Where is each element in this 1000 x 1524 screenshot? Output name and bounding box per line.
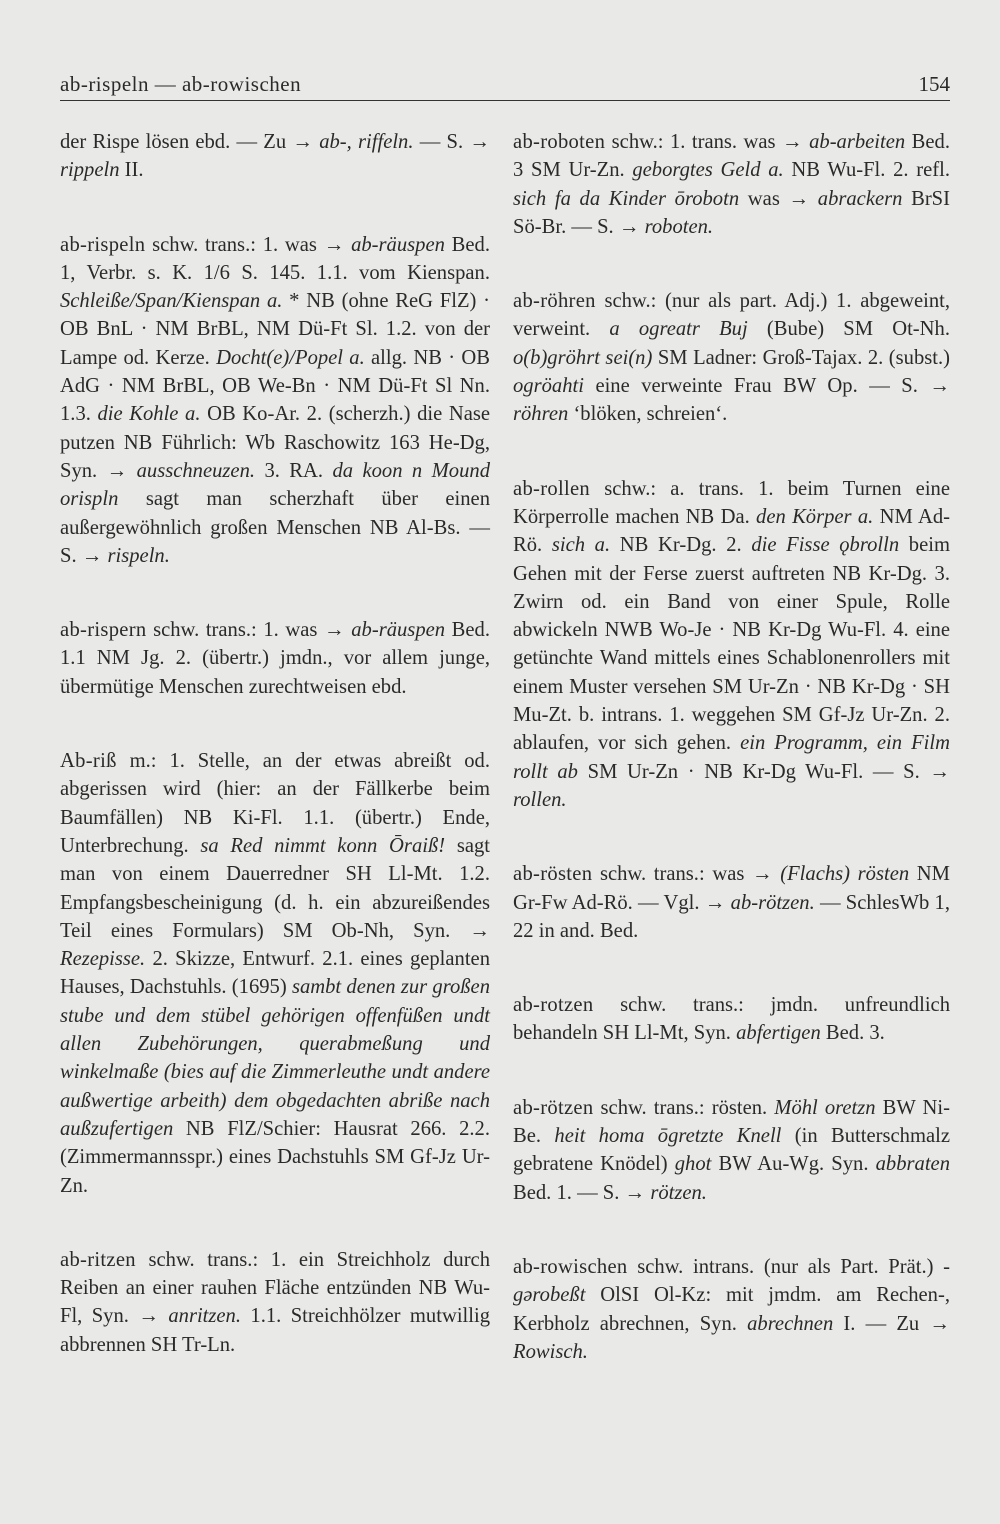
entry-text: * NB (ohne ReG FlZ) · OB BnL · NM BrBL, NM Dü-Ft Sl. 1.2. von der Lampe od. Kerze. [60,290,491,369]
entry-text: BW Au-Wg. Syn. [711,1153,876,1176]
italic-text: ghot [674,1153,712,1176]
italic-text: Docht(e)/Popel a. [216,346,365,369]
italic-text: die Fisse ǫbrolln [751,534,900,557]
entry-text: 2. Skizze, Entwurf. 2.1. eines geplanten Hauses, Dachstuhls. (1695) [60,948,490,999]
italic-text: rippeln [60,159,120,182]
entry-lemma: ab-roboten [513,131,606,153]
entry-text: der Rispe lösen ebd. — Zu → [60,131,320,153]
entry-text: sagt man scherzhaft über einen außergewöhnlich großen Menschen NB Al-Bs. — S. → [60,488,490,567]
dictionary-entry-ab-rowischen [513,1253,950,1366]
italic-text: ab-, riffeln. [319,131,414,153]
italic-text: (Flachs) rösten [780,863,910,886]
italic-text: die Kohle a. [97,403,201,426]
italic-text: Rezepisse. [60,948,146,971]
entry-text: NB FlZ/Schier: Hausrat 266. 2.2. (Zimmermannsspr.) eines Dachstuhls SM Gf-Jz Ur-Zn. [60,1117,490,1197]
entry-text: SM Ur-Zn · NB Kr-Dg Wu-Fl. — S. → [577,760,950,783]
header-rule [60,100,950,101]
italic-text: den Körper a. [756,505,874,528]
entry-text: Bed. 3. [820,1022,885,1045]
entry-lemma: ab-rispern [60,619,147,642]
italic-text: ab-räuspen [351,619,446,642]
italic-text: Möhl oretzn [774,1096,876,1119]
dictionary-entry-ab-riß [60,747,490,1200]
entry-text: was → [739,187,818,210]
italic-text: -gərobeßt [513,1255,950,1307]
entry-lemma: Ab-riß [60,750,117,773]
italic-text: abfertigen [736,1022,821,1045]
entry-text: schw.: a. trans. 1. beim Turnen eine Körperrolle machen NB Da. [513,477,950,528]
entry-text: II. [119,159,144,182]
entry-lemma: ab-röhren [513,290,596,313]
entry-text: schw. trans.: was → [592,863,781,886]
entry-text: allg. NB · OB AdG · NM BrBL, OB We-Bn · NM Dü-Ft Sl Nn. 1.3. [60,346,490,426]
entry-text: schw. intrans. (nur als Part. Prät.) [627,1255,944,1278]
dictionary-entry-ab-roboten [513,128,950,241]
entry-text: NB Kr-Dg. 2. [610,534,752,557]
entry-lemma: ab-rotzen [513,994,594,1017]
entry-text: BrSI Sö-Br. — S. → [513,187,950,238]
italic-text: ab-rötzen. [730,891,815,914]
entry-text: schw.: 1. trans. was → [605,131,810,153]
entry-text: 1.1. Streichhölzer mutwillig abbrennen SH Tr-Ln. [60,1305,490,1356]
dictionary-entry-ab-rötzen [513,1094,950,1207]
entry-text: m.: 1. Stelle, an der etwas abreißt od. abgerissen wird (hier: an der Fällkerbe beim Baumfällen) NB Ki-Fl. 1.1. (übertr.) Ende, Unterbrechung. [60,750,490,857]
entry-text: sagt man von einem Dauerredner SH Ll-Mt. 1.2. Empfangsbescheinigung (d. h. ein abzureißendes Teil eines Formulars) SM Ob-Nh, Syn. → [60,834,491,942]
entry-text: schw. trans.: 1. was → [145,233,352,256]
entry-text: — S. → [413,131,490,153]
entry-text: schw.: (nur als part. Adj.) 1. abgeweint, verweint. [513,290,950,341]
entry-text: (Bube) SM Ot-Nh. [747,318,950,341]
italic-text: röhren [513,403,569,426]
entry-text: BW Ni-Be. [513,1096,950,1148]
italic-text: ab-räuspen [351,233,445,256]
italic-text: abrechnen [747,1312,834,1335]
italic-text: abbraten [875,1153,950,1176]
entry-text: Bed. 1. — S. → [513,1181,651,1204]
entry-text: NM Ad-Rö. [513,505,950,557]
dictionary-entry-ab-rispern [60,616,490,701]
entry-text: (in Butterschmalz gebratene Knödel) [513,1125,950,1176]
entry-text: Bed. 1, Verbr. s. K. 1/6 S. 145. 1.1. vom Kienspan. [60,233,490,284]
entry-continuation [60,128,490,185]
italic-text: o(b)gröhrt sei(n) [513,346,653,369]
dictionary-entry-ab-rollen [513,475,950,815]
entry-text: I. — Zu → [833,1312,950,1335]
entry-text: Bed. 3 SM Ur-Zn. [513,131,950,182]
italic-text: a ogreatr Buj [609,318,748,341]
italic-text: Schleiße/Span/Kienspan a. [60,290,283,313]
italic-text: ab-arbeiten [809,131,906,153]
entry-text: Bed. 1.1 NM Jg. 2. (übertr.) jmdn., vor allem junge, übermütige Menschen zurechtweisen ebd. [60,619,490,698]
entry-text: 3. RA. [255,459,333,482]
entry-lemma: ab-ritzen [60,1248,136,1271]
entry-text: NB Wu-Fl. 2. refl. [783,159,950,182]
entry-text: schw. trans.: 1. ein Streichholz durch Reiben an einer rauhen Fläche entzünden NB Wu-Fl, Syn. → [60,1248,490,1328]
italic-text: sa Red nimmt konn Ōraiß! [200,834,446,857]
dictionary-entry-ab-rotzen [513,991,950,1048]
entry-text: eine verweinte Frau BW Op. — S. → [583,375,950,398]
entry-text: — SchlesWb 1, 22 in and. Bed. [513,891,950,942]
entry-text: schw. trans.: 1. was → [146,619,352,642]
running-title: ab-rispeln — ab-rowischen [60,72,302,96]
italic-text: ein Programm, ein Film rollt ab [513,732,950,783]
italic-text: sambt denen zur großen stube und dem stübel gehörigen offenfüßen undt allen Zubehörungen, querabmeßung und winkelmaße (bies auf die Zimmerleuthe undt andere außwertige arbeith) dem obgedachten abriße nach außzufertigen [60,976,490,1140]
entry-text: NM Gr-Fw Ad-Rö. — Vgl. → [513,863,950,914]
italic-text: rispeln. [107,544,170,567]
entry-lemma: ab-rötzen [513,1096,594,1119]
italic-text: heit homa ōgretzte Knell [554,1125,782,1148]
entry-text: ‘blöken, schreien‘. [568,403,728,426]
entry-text: schw. trans.: rösten. [593,1096,775,1119]
entry-text: SM Ladner: Groß-Tajax. 2. (subst.) [652,346,950,369]
italic-text: ogröahti [513,375,584,398]
italic-text: anritzen. [168,1305,241,1328]
running-header [60,72,950,100]
entry-lemma: ab-rösten [513,863,593,886]
italic-text: roboten. [644,215,714,238]
italic-text: rollen. [513,788,567,811]
italic-text: abrackern [817,187,903,210]
italic-text: ausschneuzen. [136,459,256,482]
italic-text: Rowisch. [513,1340,588,1363]
dictionary-entry-ab-ritzen [60,1246,490,1359]
entry-lemma: ab-rollen [513,477,591,500]
right-column [513,128,950,1412]
entry-lemma: ab-rowischen [513,1255,628,1278]
page-number: 154 [918,72,950,96]
entry-text: OlSI Ol-Kz: mit jmdm. am Rechen-, Kerbholz abrechnen, Syn. [513,1284,950,1335]
entry-text: schw. trans.: jmdn. unfreundlich behandeln SH Ll-Mt, Syn. [513,994,950,1045]
italic-text: da koon n Mound orispln [60,459,490,511]
entry-lemma: ab-rispeln [60,233,146,256]
dictionary-entry-ab-rispeln [60,231,490,571]
left-column [60,128,490,1405]
dictionary-entry-ab-rösten [513,860,950,945]
italic-text: sich fa da Kinder ōrobotn [513,187,740,210]
entry-text: beim Gehen mit der Ferse zuerst auftreten NB Kr-Dg. 3. Zwirn od. ein Band von einer Spule, Rolle abwickeln NWB Wo-Je · NB Kr-Dg Wu-Fl. 4. eine getünchte Wand mittels eines Schablonenrollers mit einem Muster versehen SM Ur-Zn · NB Kr-Dg · SH Mu-Zt. b. intrans. 1. weggehen SM Gf-Jz Ur-Zn. 2. ablaufen, vor sich gehen. [513,534,950,755]
entry-text: OB Ko-Ar. 2. (scherzh.) die Nase putzen NB Führlich: Wb Raschowitz 163 He-Dg, Syn. → [60,403,490,482]
italic-text: rötzen. [650,1181,707,1204]
italic-text: sich a. [551,534,611,557]
dictionary-entry-ab-röhren [513,287,950,428]
italic-text: geborgtes Geld a. [632,159,784,182]
